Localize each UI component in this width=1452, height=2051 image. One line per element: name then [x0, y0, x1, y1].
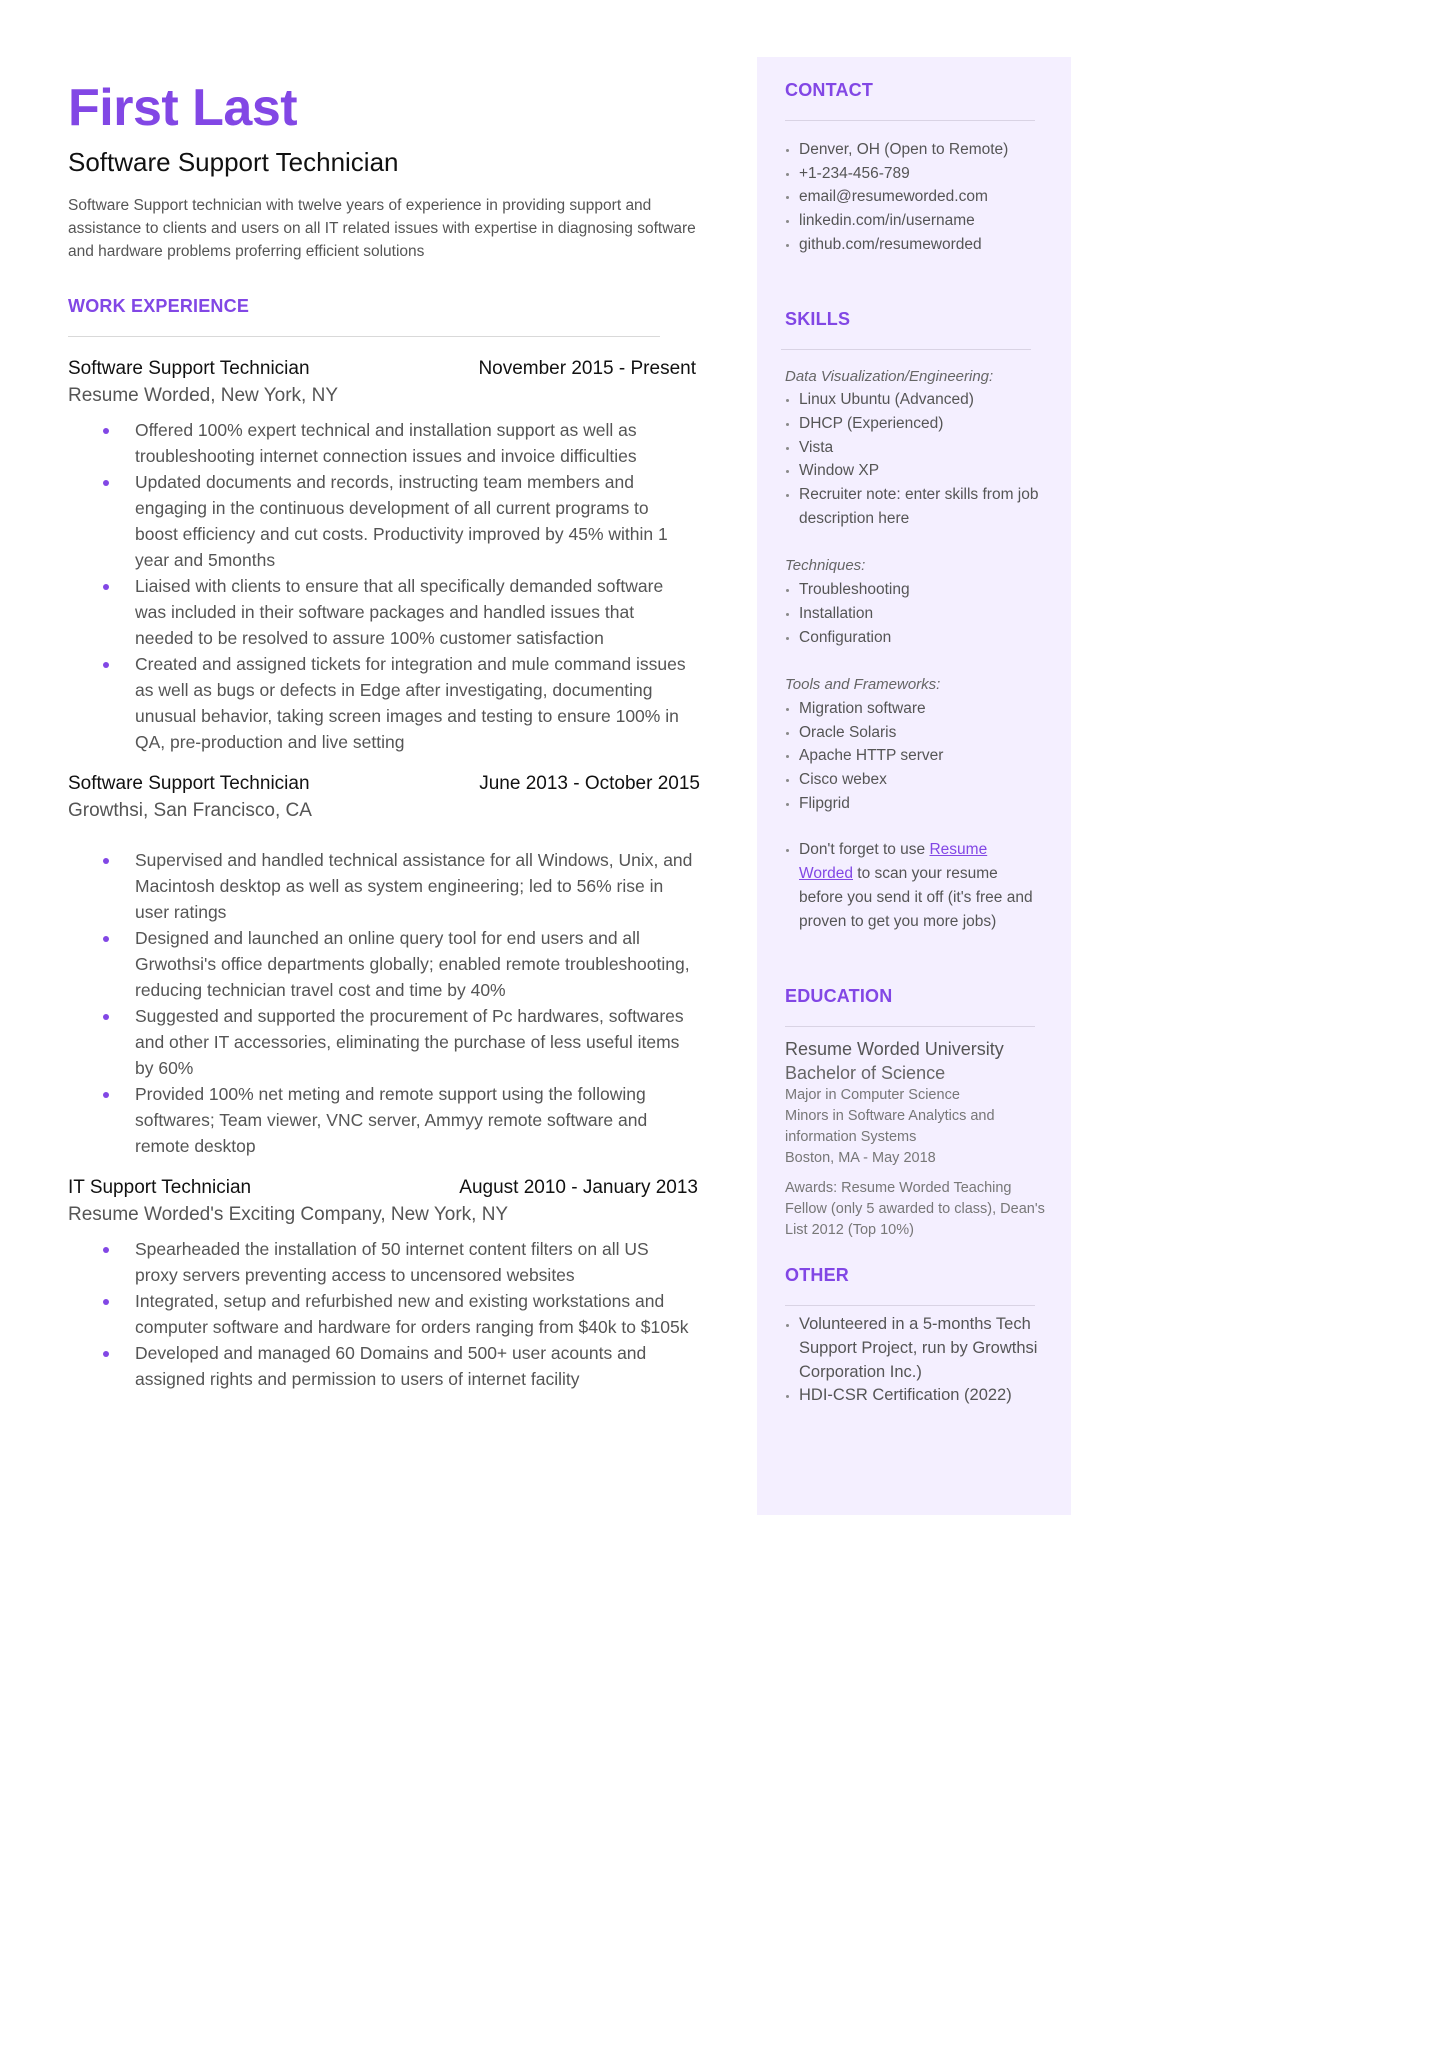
bullet-dot — [786, 613, 789, 616]
sidebar — [757, 57, 1071, 1515]
major: Major in Computer Science — [785, 1087, 960, 1104]
bullet — [68, 1003, 695, 1081]
skill-category: Tools and Frameworks: — [785, 676, 941, 694]
job-title: IT Support Technician — [68, 1177, 252, 1198]
skill-text: Cisco webex — [799, 771, 887, 789]
skill-item — [785, 388, 1045, 412]
bullet-dot — [786, 244, 789, 247]
skill-text: Troubleshooting — [799, 581, 910, 599]
bullet-dot — [103, 1299, 109, 1305]
bullet-dot — [103, 584, 109, 590]
other-text: Volunteered in a 5-months Tech Support Project, run by Growthsi Corporation Inc.) — [799, 1315, 1038, 1381]
bullet-dot — [786, 1324, 789, 1327]
section-divider — [785, 120, 1035, 121]
job-entry — [68, 358, 708, 755]
bullet-dot — [786, 589, 789, 592]
bullet-dot — [103, 1014, 109, 1020]
bullet-dot — [103, 858, 109, 864]
school-name: Resume Worded University — [785, 1039, 1004, 1060]
skill-item — [785, 697, 1045, 721]
contact-text: email@resumeworded.com — [799, 188, 988, 206]
bullet — [68, 651, 695, 755]
job-title: Software Support Technician — [68, 358, 310, 379]
bullet-text: Updated documents and records, instructing team members and engaging in the continuous development of all current programs to boost efficiency and cut costs. Productivity improved by 45% within 1 year and 5months — [135, 472, 668, 570]
bullet-text: Offered 100% expert technical and installation support as well as troubleshooting internet connection issues and invoice difficulties — [135, 420, 637, 466]
skill-item — [785, 792, 1045, 816]
skill-category: Techniques: — [785, 557, 866, 575]
candidate-name: First Last — [68, 79, 298, 137]
bullet — [68, 1081, 695, 1159]
skill-item — [785, 768, 1045, 792]
skill-category: Data Visualization/Engineering: — [785, 367, 994, 385]
contact-text: linkedin.com/in/username — [799, 212, 975, 230]
skill-text: Apache HTTP server — [799, 747, 944, 765]
skill-item — [785, 459, 1045, 483]
summary: Software Support technician with twelve years of experience in providing support and assistance to clients and users on all IT related issues with expertise in diagnosing software and hardware problems proferring efficient solutions — [68, 197, 696, 260]
skill-text: Linux Ubuntu (Advanced) — [799, 391, 974, 409]
bullet-text: Created and assigned tickets for integration and mule command issues as well as bugs or defects in Edge after investigating, documenting unusual behavior, taking screen images and testing to ensure 100% in QA, pre-production and live setting — [135, 654, 686, 752]
bullet-text: Spearheaded the installation of 50 internet content filters on all US proxy servers preventing access to uncensored websites — [135, 1239, 649, 1285]
contact-linkedin[interactable] — [785, 209, 1045, 233]
bullet-dot — [786, 637, 789, 640]
skill-list — [785, 388, 1045, 530]
skill-text: Flipgrid — [799, 794, 850, 812]
bullet-dot — [786, 708, 789, 711]
bullet-dot — [103, 480, 109, 486]
other-list — [785, 1313, 1045, 1408]
job-dates: June 2013 - October 2015 — [479, 773, 700, 794]
bullet-dot — [786, 779, 789, 782]
education-heading: EDUCATION — [785, 986, 893, 1007]
skill-text: Configuration — [799, 628, 892, 646]
bullet — [68, 1288, 695, 1340]
job-title-headline: Software Support Technician — [68, 147, 399, 177]
bullet — [68, 573, 695, 651]
bullet — [68, 417, 695, 469]
company: Growthsi, San Francisco, CA — [68, 800, 312, 821]
contact-text: Denver, OH (Open to Remote) — [799, 141, 1009, 158]
awards: Awards: Resume Worded Teaching Fellow (only 5 awarded to class), Dean's List 2012 (Top 10%) — [785, 1180, 1045, 1239]
contact-location — [785, 138, 1045, 162]
other-item — [785, 1384, 1045, 1408]
skill-item — [785, 412, 1045, 436]
job-entry — [68, 1177, 708, 1392]
contact-github[interactable] — [785, 233, 1045, 257]
other-item — [785, 1313, 1045, 1384]
bullet-dot — [103, 1351, 109, 1357]
section-divider — [68, 336, 660, 337]
job-title: Software Support Technician — [68, 773, 310, 794]
skill-item — [785, 626, 1045, 650]
bullet-text: Designed and launched an online query tool for end users and all Grwothsi's office departments globally; enabled remote troubleshooting, reducing technician travel cost and time by 40% — [135, 928, 690, 1000]
bullet-text: Liaised with clients to ensure that all specifically demanded software was included in their software packages and handled issues that needed to be resolved to assure 100% customer satisfaction — [135, 576, 664, 648]
skill-text: Window XP — [799, 462, 880, 480]
contact-list — [785, 138, 1045, 257]
minors: Minors in Software Analytics and information Systems — [785, 1108, 995, 1146]
bullet-dot — [786, 470, 789, 473]
bullet-dot — [103, 1092, 109, 1098]
bullet-dot — [103, 428, 109, 434]
bullet-text: Provided 100% net meting and remote support using the following softwares; Team viewer, VNC server, Ammyy remote software and remote desktop — [135, 1084, 648, 1156]
section-divider — [785, 1305, 1035, 1306]
contact-phone[interactable] — [785, 162, 1045, 186]
skill-text: DHCP (Experienced) — [799, 414, 944, 432]
contact-text: github.com/resumeworded — [799, 235, 982, 253]
bullet-dot — [786, 423, 789, 426]
bullet-dot — [786, 1395, 789, 1398]
contact-heading: CONTACT — [785, 80, 874, 100]
company: Resume Worded, New York, NY — [68, 385, 338, 406]
note-text: to scan your resume before you send it off (it's free and proven to get you more jobs) — [799, 865, 1033, 930]
section-divider — [785, 1026, 1035, 1027]
skill-text: Recruiter note: enter skills from job description here — [799, 486, 1039, 527]
bullet — [68, 1236, 695, 1288]
bullet-dot — [786, 849, 789, 852]
bullet-dot — [103, 936, 109, 942]
other-heading: OTHER — [785, 1265, 849, 1286]
job-entry — [68, 773, 708, 1159]
bullet-dot — [786, 196, 789, 199]
contact-text: +1-234-456-789 — [799, 164, 910, 182]
skill-list — [785, 697, 1045, 816]
skill-text: Vista — [799, 438, 834, 456]
skill-item — [785, 483, 1045, 530]
resume-worded-note — [785, 838, 1045, 933]
contact-email[interactable] — [785, 185, 1045, 209]
degree: Bachelor of Science — [785, 1063, 946, 1084]
bullet — [68, 925, 695, 1003]
note-text: Don't forget to use — [799, 841, 930, 859]
skill-text: Oracle Solaris — [799, 723, 897, 741]
education-location-date: Boston, MA - May 2018 — [785, 1150, 936, 1167]
bullet-dot — [786, 399, 789, 402]
bullet-dot — [103, 662, 109, 668]
skill-text: Installation — [799, 604, 874, 622]
bullet — [68, 1340, 695, 1392]
main-column — [68, 78, 708, 1392]
bullet-dot — [786, 220, 789, 223]
skill-list — [785, 578, 1045, 649]
job-dates: August 2010 - January 2013 — [459, 1177, 698, 1198]
skill-item — [785, 436, 1045, 460]
skill-item — [785, 578, 1045, 602]
bullet-dot — [786, 149, 789, 152]
bullet-dot — [786, 732, 789, 735]
job-dates: November 2015 - Present — [478, 358, 696, 379]
work-experience-heading: WORK EXPERIENCE — [68, 296, 250, 316]
bullet-dot — [786, 173, 789, 176]
bullet-dot — [786, 755, 789, 758]
bullet-dot — [786, 803, 789, 806]
skill-item — [785, 721, 1045, 745]
bullet-text: Integrated, setup and refurbished new and existing workstations and computer software and hardware for orders ranging from $40k to $105k — [135, 1291, 689, 1337]
bullet — [68, 847, 695, 925]
bullet-dot — [103, 1247, 109, 1253]
bullet-dot — [786, 494, 789, 497]
skill-item — [785, 602, 1045, 626]
resume-worded-link[interactable]: Resume Worded — [799, 841, 988, 883]
bullet — [68, 469, 695, 573]
skill-text: Migration software — [799, 699, 926, 717]
bullet-text: Supervised and handled technical assistance for all Windows, Unix, and Macintosh desktop as well as system engineering; led to 56% rise in user ratings — [135, 850, 693, 922]
bullet-dot — [786, 447, 789, 450]
company: Resume Worded's Exciting Company, New York, NY — [68, 1204, 509, 1225]
skill-item — [785, 744, 1045, 768]
bullet-text: Developed and managed 60 Domains and 500+ user acounts and assigned rights and permission to users of internet facility — [135, 1343, 647, 1389]
skills-heading: SKILLS — [785, 308, 851, 329]
section-divider — [781, 349, 1031, 350]
other-text: HDI-CSR Certification (2022) — [799, 1386, 1012, 1405]
bullet-text: Suggested and supported the procurement of Pc hardwares, softwares and other IT accessories, eliminating the purchase of less useful items by 60% — [135, 1006, 684, 1078]
